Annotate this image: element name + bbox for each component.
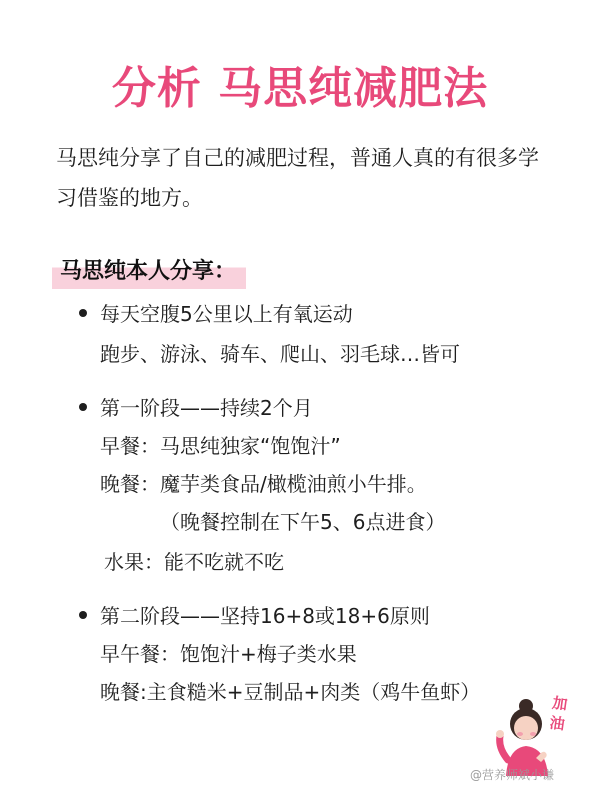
bullet-line: 晚餐：魔芋类食品/橄榄油煎小牛排。: [100, 472, 427, 496]
bullet-line: 水果：能不吃就不吃: [104, 550, 284, 574]
bullet-line: 每天空腹5公里以上有氧运动: [100, 302, 353, 326]
bullet-line: 第一阶段——持续2个月: [100, 396, 313, 420]
bullet-line: 晚餐:主食糙米+豆制品+肉类（鸡牛鱼虾）: [100, 680, 481, 704]
bullet-dot: [79, 611, 87, 619]
bullet-line: （晚餐控制在下午5、6点进食）: [160, 510, 446, 534]
bullet-line: 跑步、游泳、骑车、爬山、羽毛球…皆可: [100, 342, 460, 366]
intro-paragraph: 马思纯分享了自己的减肥过程，普通人真的有很多学习借鉴的地方。: [56, 146, 539, 210]
author-watermark: @营养师斌小谦: [470, 768, 555, 782]
bullet-dot: [79, 403, 87, 411]
bullet-dot: [79, 309, 87, 317]
bullet-line: 早午餐：饱饱汁+梅子类水果: [100, 642, 357, 666]
bullet-line: 第二阶段——坚持16+8或18+6原则: [100, 604, 430, 628]
bullet-line: 早餐：马思纯独家“饱饱汁”: [100, 434, 341, 458]
section-heading: 马思纯本人分享：: [52, 250, 246, 289]
page-title: 分析 马思纯减肥法: [111, 63, 489, 114]
cheer-label: 加油: [548, 693, 569, 734]
